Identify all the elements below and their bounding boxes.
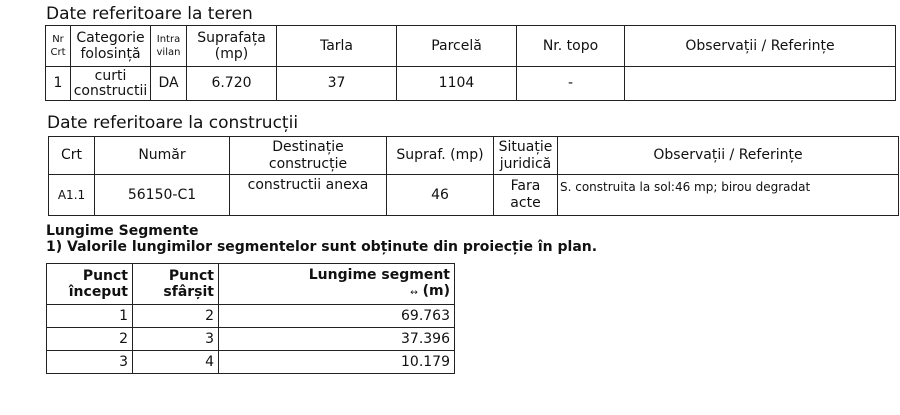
segmente-header-row xyxy=(47,264,455,305)
constructii-header-row xyxy=(49,137,899,175)
table-row xyxy=(46,67,896,101)
cell-tarla: 37 xyxy=(277,67,397,101)
cell-parcela: 1104 xyxy=(397,67,517,101)
header-crt: Crt xyxy=(49,137,95,175)
header-punct-sfarsit: Punct sfârșit xyxy=(133,264,219,305)
table-row xyxy=(49,175,899,216)
cell-nr-topo: - xyxy=(517,67,625,101)
cell-start: 2 xyxy=(47,328,133,351)
header-situatie: Situație juridică xyxy=(494,137,558,175)
cell-observatii: S. construita la sol:46 mp; birou degradat xyxy=(558,175,899,216)
table-row xyxy=(47,305,455,328)
cell-observatii xyxy=(625,67,896,101)
header-destinatie: Destinație construcție xyxy=(230,137,387,175)
header-supraf: Supraf. (mp) xyxy=(387,137,494,175)
cell-end: 4 xyxy=(133,351,219,374)
cell-end: 3 xyxy=(133,328,219,351)
cell-length: 37.396 xyxy=(219,328,455,351)
cell-nr-crt: 1 xyxy=(46,67,71,101)
header-intravilan: Intra vilan xyxy=(151,26,187,67)
header-tarla: Tarla xyxy=(277,26,397,67)
cell-destinatie: constructii anexa xyxy=(230,175,387,216)
header-lungime-unit-line xyxy=(221,283,450,301)
header-lungime-unit: (m) xyxy=(422,283,450,299)
header-nr-topo: Nr. topo xyxy=(517,26,625,67)
cell-intravilan: DA xyxy=(151,67,187,101)
cell-length: 69.763 xyxy=(219,305,455,328)
table-row xyxy=(47,328,455,351)
constructii-title: Date referitoare la construcții xyxy=(47,113,299,133)
cell-crt: A1.1 xyxy=(49,175,95,216)
header-observatii: Observații / Referințe xyxy=(625,26,896,67)
header-parcela: Parcelă xyxy=(397,26,517,67)
header-lungime xyxy=(219,264,455,305)
segmente-note: 1) Valorile lungimilor segmentelor sunt obținute din proiecție în plan. xyxy=(46,239,598,255)
cell-start: 3 xyxy=(47,351,133,374)
teren-title: Date referitoare la teren xyxy=(46,4,253,24)
header-nr-crt: Nr Crt xyxy=(46,26,71,67)
segmente-title: Lungime Segmente xyxy=(46,223,199,239)
cell-end: 2 xyxy=(133,305,219,328)
teren-header-row xyxy=(46,26,896,67)
cell-situatie: Fara acte xyxy=(494,175,558,216)
teren-table xyxy=(45,25,896,101)
constructii-table xyxy=(48,136,899,216)
cell-numar: 56150-C1 xyxy=(95,175,230,216)
cell-start: 1 xyxy=(47,305,133,328)
cell-length: 10.179 xyxy=(219,351,455,374)
cell-categorie: curti constructii xyxy=(71,67,151,101)
header-observatii: Observații / Referințe xyxy=(558,137,899,175)
header-lungime-label: Lungime segment xyxy=(308,267,450,283)
header-punct-inceput: Punct început xyxy=(47,264,133,305)
cell-suprafata: 6.720 xyxy=(187,67,277,101)
double-arrow-icon: ↔ xyxy=(410,288,418,298)
segmente-table xyxy=(46,263,455,374)
header-categorie: Categorie folosință xyxy=(71,26,151,67)
header-numar: Număr xyxy=(95,137,230,175)
table-row xyxy=(47,351,455,374)
header-suprafata: Suprafața (mp) xyxy=(187,26,277,67)
cell-supraf: 46 xyxy=(387,175,494,216)
